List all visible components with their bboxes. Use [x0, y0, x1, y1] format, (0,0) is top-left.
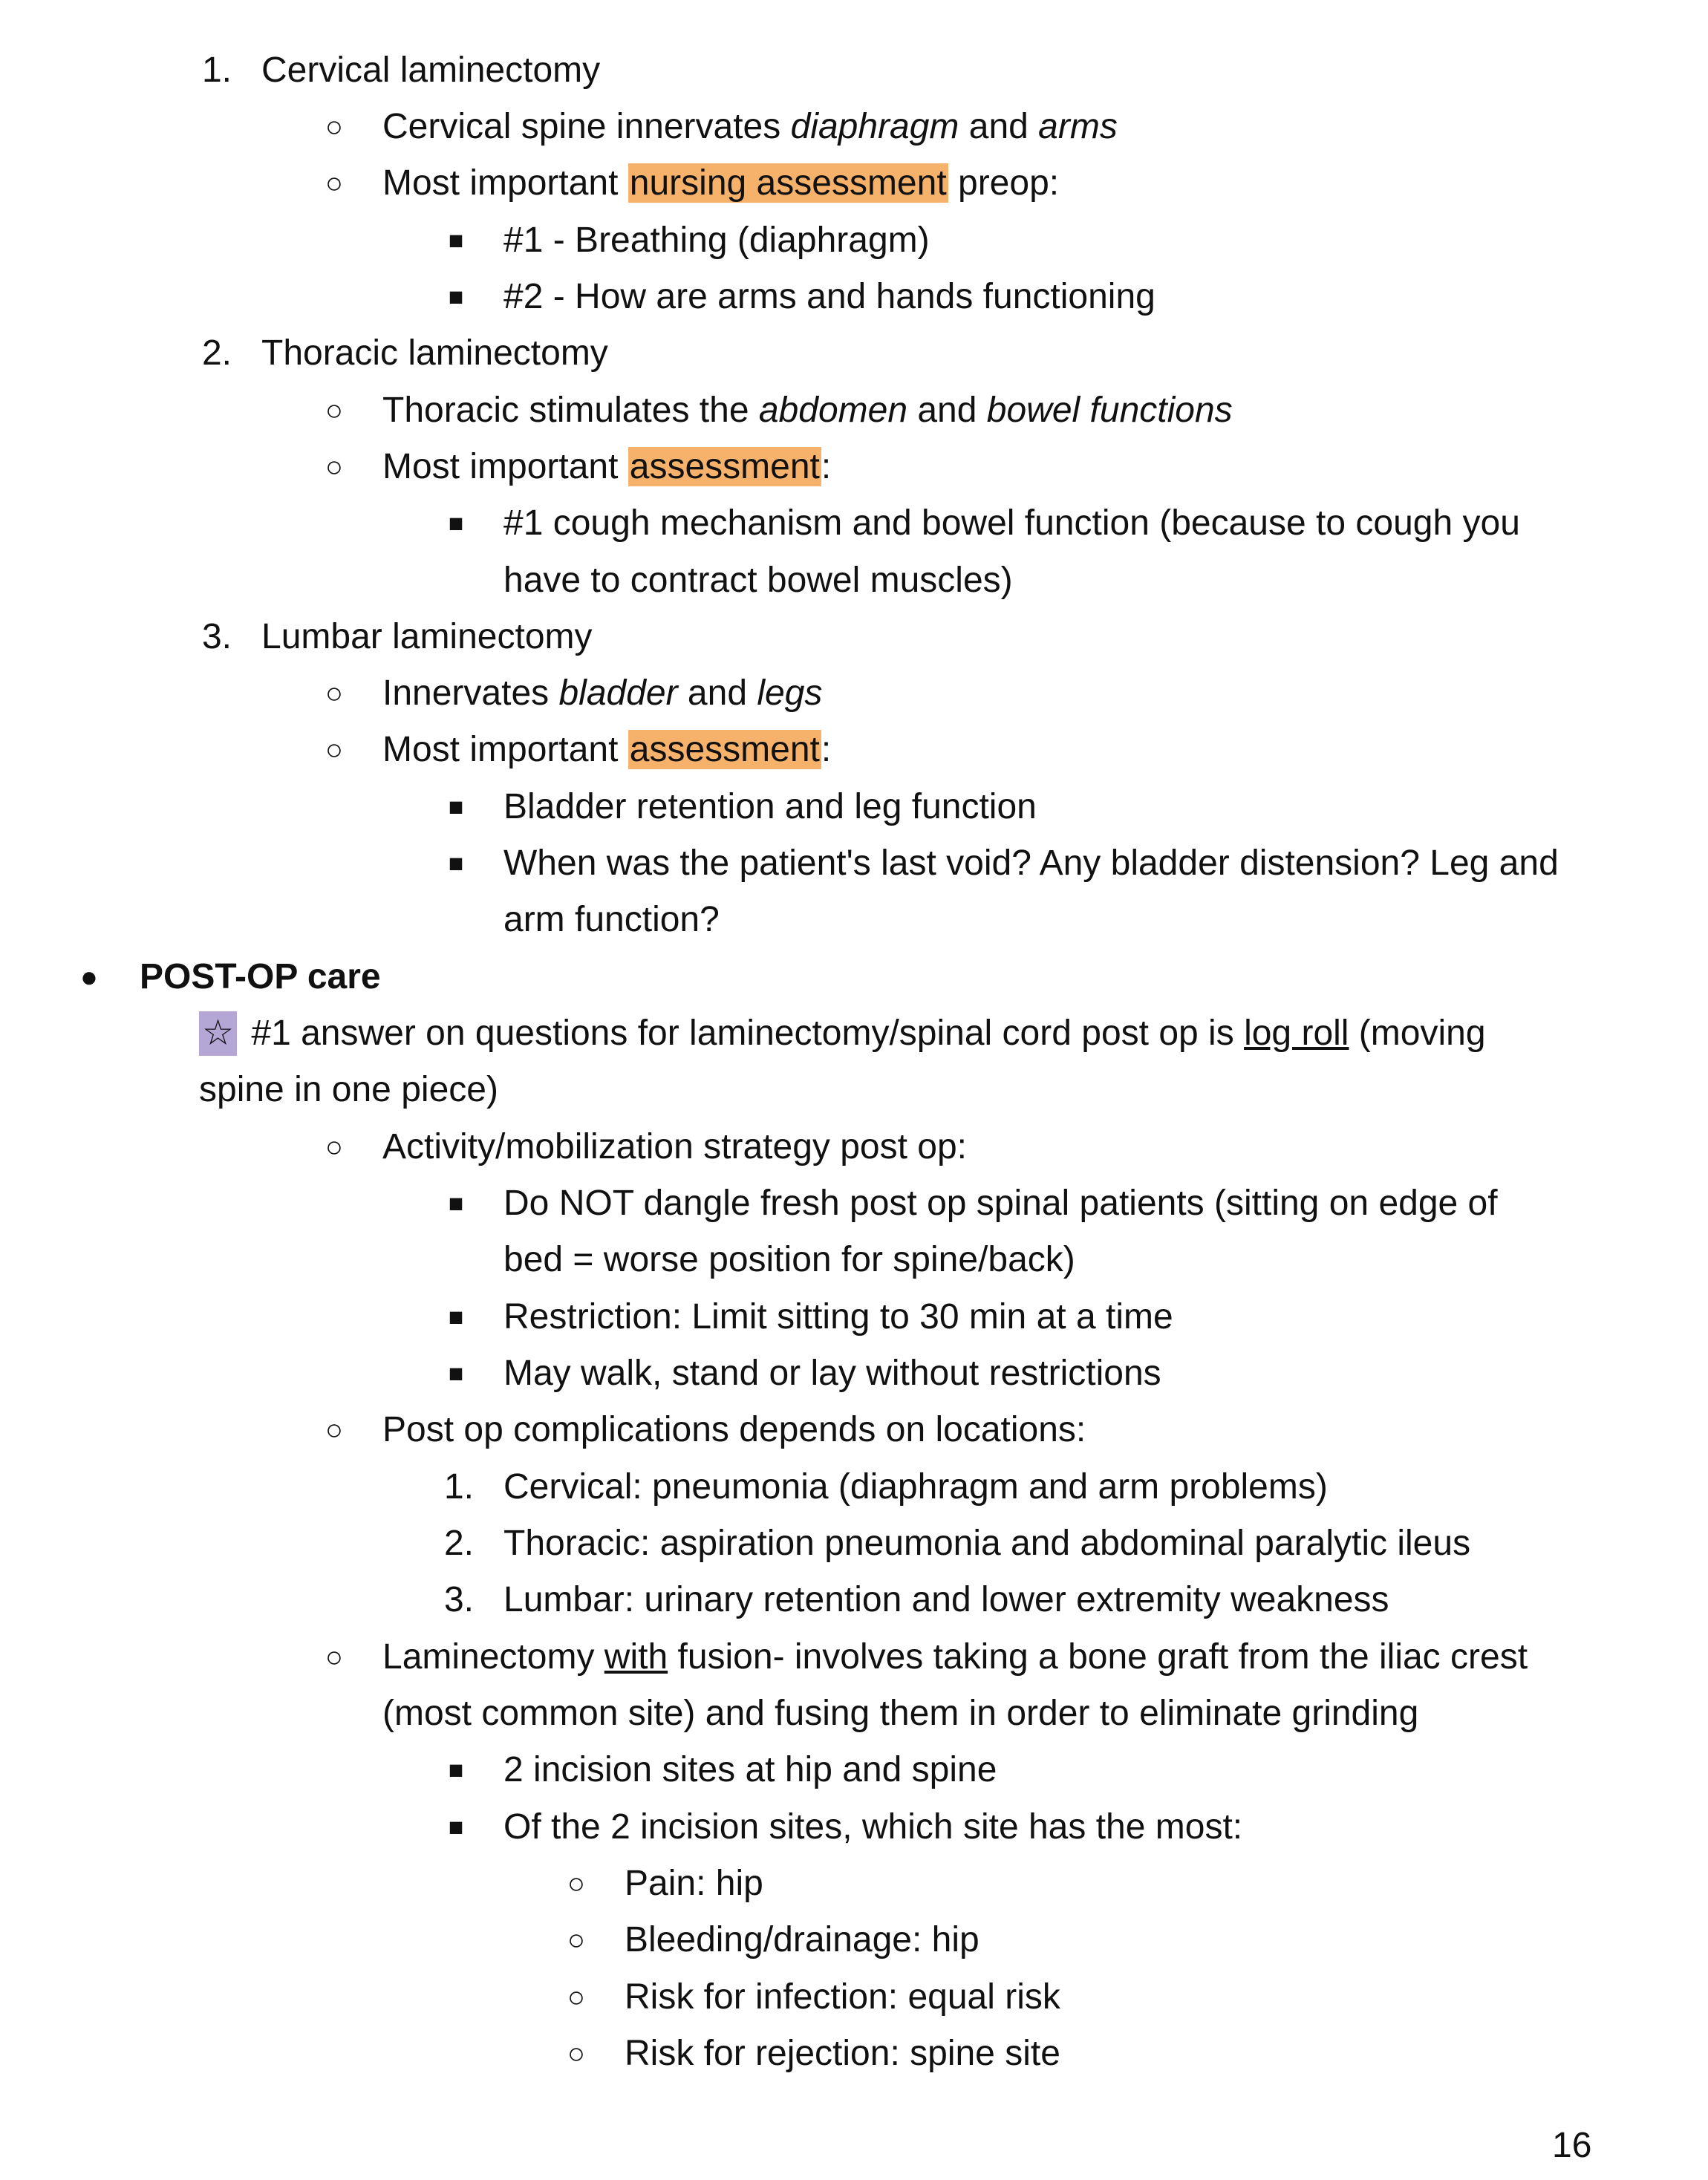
list-number: 3.: [443, 1580, 475, 1619]
square-bullet-icon: ■: [448, 849, 464, 878]
list-number: 1.: [443, 1467, 475, 1507]
square-bullet-icon: ■: [448, 1189, 464, 1218]
list-item-text: Bleeding/drainage: hip: [625, 1920, 980, 1959]
hollow-bullet-icon: ○: [567, 2037, 586, 2070]
list-item-text: Laminectomy with fusion- involves taking a bone graft from the iliac crest: [382, 1637, 1528, 1677]
star-icon: ☆: [199, 1011, 237, 1056]
list-item-text: Cervical spine innervates diaphragm and arms: [382, 107, 1118, 146]
list-number: 2.: [443, 1524, 475, 1563]
underlined-text: log roll: [1244, 1014, 1349, 1053]
list-item-text: Pain: hip: [625, 1864, 763, 1903]
hollow-bullet-icon: ○: [325, 677, 344, 710]
hollow-bullet-icon: ○: [325, 451, 344, 483]
list-item-text: Lumbar: urinary retention and lower extremity weakness: [503, 1580, 1389, 1619]
list-number: 2.: [201, 333, 232, 373]
list-item-text: Thoracic: aspiration pneumonia and abdominal paralytic ileus: [503, 1524, 1471, 1563]
list-item-text: #1 - Breathing (diaphragm): [503, 221, 930, 260]
square-bullet-icon: ■: [448, 283, 464, 311]
square-bullet-icon: ■: [448, 1813, 464, 1841]
paragraph-text: spine in one piece): [199, 1070, 498, 1109]
hollow-bullet-icon: ○: [325, 111, 344, 143]
list-item-text: have to contract bowel muscles): [503, 561, 1013, 600]
page-number: 16: [1552, 2126, 1592, 2165]
list-item-text: 2 incision sites at hip and spine: [503, 1750, 997, 1789]
hollow-bullet-icon: ○: [325, 394, 344, 427]
list-item-text: Post op complications depends on locations:: [382, 1410, 1086, 1449]
square-bullet-icon: ■: [448, 1756, 464, 1784]
list-item-text: When was the patient's last void? Any bladder distension? Leg and: [503, 843, 1559, 883]
square-bullet-icon: ■: [448, 1360, 464, 1388]
section-heading-text: POST-OP care: [140, 957, 381, 996]
square-bullet-icon: ■: [448, 793, 464, 821]
list-item-text: May walk, stand or lay without restrictions: [503, 1354, 1161, 1393]
list-item-text: Thoracic laminectomy: [261, 333, 608, 373]
list-item-text: Most important assessment:: [382, 730, 832, 769]
highlighted-text: nursing assessment: [629, 163, 947, 203]
list-item-text: #2 - How are arms and hands functioning: [503, 277, 1155, 316]
list-item-text: bed = worse position for spine/back): [503, 1240, 1075, 1279]
list-item-text: #1 cough mechanism and bowel function (because to cough you: [503, 503, 1520, 543]
list-item-text: Do NOT dangle fresh post op spinal patients (sitting on edge of: [503, 1184, 1498, 1223]
hollow-bullet-icon: ○: [325, 1641, 344, 1674]
hollow-bullet-icon: ○: [567, 1867, 586, 1900]
highlighted-text: assessment: [629, 730, 820, 769]
list-item-text: Most important assessment:: [382, 447, 832, 486]
list-item-text: Bladder retention and leg function: [503, 787, 1037, 826]
list-item-text: Most important nursing assessment preop:: [382, 163, 1060, 203]
list-number: 3.: [201, 617, 232, 656]
underlined-text: with: [604, 1637, 668, 1677]
list-item-text: Of the 2 incision sites, which site has the most:: [503, 1807, 1243, 1847]
list-item-text: arm function?: [503, 900, 720, 939]
list-item-text: Restriction: Limit sitting to 30 min at a time: [503, 1297, 1173, 1337]
hollow-bullet-icon: ○: [567, 1981, 586, 2014]
hollow-bullet-icon: ○: [325, 734, 344, 766]
list-item-text: Thoracic stimulates the abdomen and bowel functions: [382, 391, 1233, 430]
square-bullet-icon: ■: [448, 509, 464, 538]
list-item-text: Lumbar laminectomy: [261, 617, 593, 656]
list-item-text: Cervical: pneumonia (diaphragm and arm problems): [503, 1467, 1328, 1507]
square-bullet-icon: ■: [448, 226, 464, 255]
hollow-bullet-icon: ○: [325, 1131, 344, 1164]
hollow-bullet-icon: ○: [325, 167, 344, 200]
list-number: 1.: [201, 50, 232, 90]
highlighted-text: assessment: [629, 447, 820, 486]
paragraph-text: ☆ #1 answer on questions for laminectomy/spinal cord post op is log roll (moving: [199, 1005, 1486, 1062]
list-item-text: (most common site) and fusing them in order to eliminate grinding: [382, 1694, 1419, 1733]
list-item-text: Risk for rejection: spine site: [625, 2034, 1060, 2073]
square-bullet-icon: ■: [448, 1303, 464, 1331]
filled-bullet-icon: ●: [79, 961, 99, 993]
hollow-bullet-icon: ○: [325, 1414, 344, 1446]
list-item-text: Activity/mobilization strategy post op:: [382, 1127, 968, 1166]
list-item-text: Cervical laminectomy: [261, 50, 601, 90]
list-item-text: Innervates bladder and legs: [382, 673, 823, 713]
hollow-bullet-icon: ○: [567, 1924, 586, 1957]
list-item-text: Risk for infection: equal risk: [625, 1977, 1060, 2017]
